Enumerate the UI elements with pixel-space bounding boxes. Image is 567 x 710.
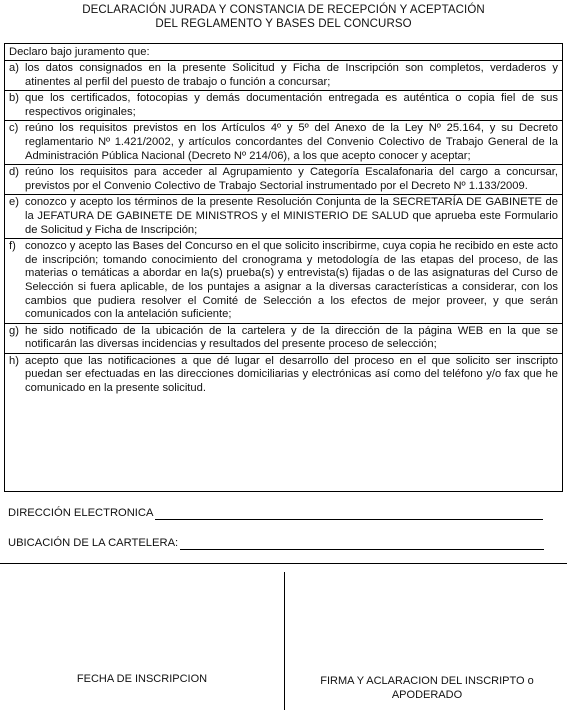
email-field[interactable] xyxy=(8,506,543,520)
registration-date-label: FECHA DE INSCRIPCION xyxy=(76,673,208,685)
declaration-intro: Declaro bajo juramento que: xyxy=(9,46,150,58)
item-label: c) xyxy=(9,122,19,135)
item-text: reúno los requisitos para acceder al Agrupamiento y Categoría Escalafonaria del cargo a concursar, previstos por el Convenio Colectivo de Trabajo Sectorial instrumentado por el Decreto Nº 1.133/2009. xyxy=(25,166,558,192)
declaration-item-c xyxy=(5,120,562,164)
declaration-item-d xyxy=(5,164,562,194)
document-title-line-2: DEL REGLAMENTO Y BASES DEL CONCURSO xyxy=(155,18,412,30)
item-label: b) xyxy=(9,92,19,105)
item-label: h) xyxy=(9,354,19,367)
item-text: reúno los requisitos previstos en los Artículos 4º y 5º del Anexo de la Ley Nº 25.164, y su Decreto reglamentario Nº 1.421/2002, y artículos concordantes del Convenio Colectivo de Trabajo General de la Administración Pública Nacional (Decreto Nº 214/06), a los que acepto conocer y aceptar; xyxy=(25,122,558,162)
item-label: d) xyxy=(9,166,19,179)
item-text: que los certificados, fotocopias y demás documentación entregada es auténtica o copia fiel de sus respectivos originales; xyxy=(25,92,558,118)
declaration-item-a xyxy=(5,60,562,90)
item-label: f) xyxy=(9,240,16,253)
declaration-item-b xyxy=(5,90,562,120)
item-label: e) xyxy=(9,196,19,209)
board-location-label: UBICACIÓN DE LA CARTELERA: xyxy=(8,537,179,549)
declaration-item-e xyxy=(5,194,562,238)
declaration-box xyxy=(4,43,563,492)
board-location-input-line[interactable] xyxy=(180,537,544,550)
signature-label-line-1: FIRMA Y ACLARACION DEL INSCRIPTO o xyxy=(320,675,534,687)
email-input-line[interactable] xyxy=(155,507,543,520)
signature-label-line-2: APODERADO xyxy=(391,689,463,701)
item-label: a) xyxy=(9,62,19,74)
declaration-item-g xyxy=(5,323,562,353)
signature-area xyxy=(0,563,567,710)
declaration-item-f xyxy=(5,238,562,323)
item-label: g) xyxy=(9,324,19,337)
board-location-field[interactable] xyxy=(8,536,544,550)
declaration-item-h xyxy=(5,353,562,397)
item-text: acepto que las notificaciones a que dé lugar el desarrollo del proceso en el que solicito ser inscripto puedan ser efectuadas en las direcciones domiciliarias y electrónicas así como del teléfono y/o fax que he comunicado en la presente solicitud. xyxy=(25,354,558,395)
document-title-line-1: DECLARACIÓN JURADA Y CONSTANCIA DE RECEPCIÓN Y ACEPTACIÓN xyxy=(82,4,485,16)
email-label: DIRECCIÓN ELECTRONICA xyxy=(8,507,154,519)
applicant-signature-cell[interactable] xyxy=(296,674,558,702)
item-text: he sido notificado de la ubicación de la cartelera y de la dirección de la página WEB en la que se notificarán las diversas incidencias y resultados del presente proceso de selección; xyxy=(25,324,558,351)
item-text: los datos consignados en la presente Solicitud y Ficha de Inscripción son completos, verdaderos y atinentes al perfil del puesto de trabajo o función a concursar; xyxy=(25,62,558,88)
item-text: conozco y acepto los términos de la presente Resolución Conjunta de la SECRETARÍA DE GABINETE de la JEFATURA DE GABINETE DE MINISTROS y el MINISTERIO DE SALUD que aprueba este Formulario de Solicitud y Ficha de Inscripción; xyxy=(25,196,558,236)
declaration-items xyxy=(5,60,562,397)
signature-divider xyxy=(284,572,285,710)
registration-date-cell[interactable] xyxy=(0,672,284,686)
item-text: conozco y acepto las Bases del Concurso en el que solicito inscribirme, cuya copia he recibido en este acto de inscripción; tomando conocimiento del cronograma y metodología de las etapas del proceso, de las materias o temáticas a abordar en la(s) prueba(s) y entrevista(s) fijadas o de las asignaturas del Curso de Selección si fuera aplicable, de los puntajes a asignar a la diversas características a considerar, con los cambios que pudiera resolver el Comité de Selección a los efectos de mejor proveer, y que serán comunicados con la antelación suficiente; xyxy=(25,240,558,321)
